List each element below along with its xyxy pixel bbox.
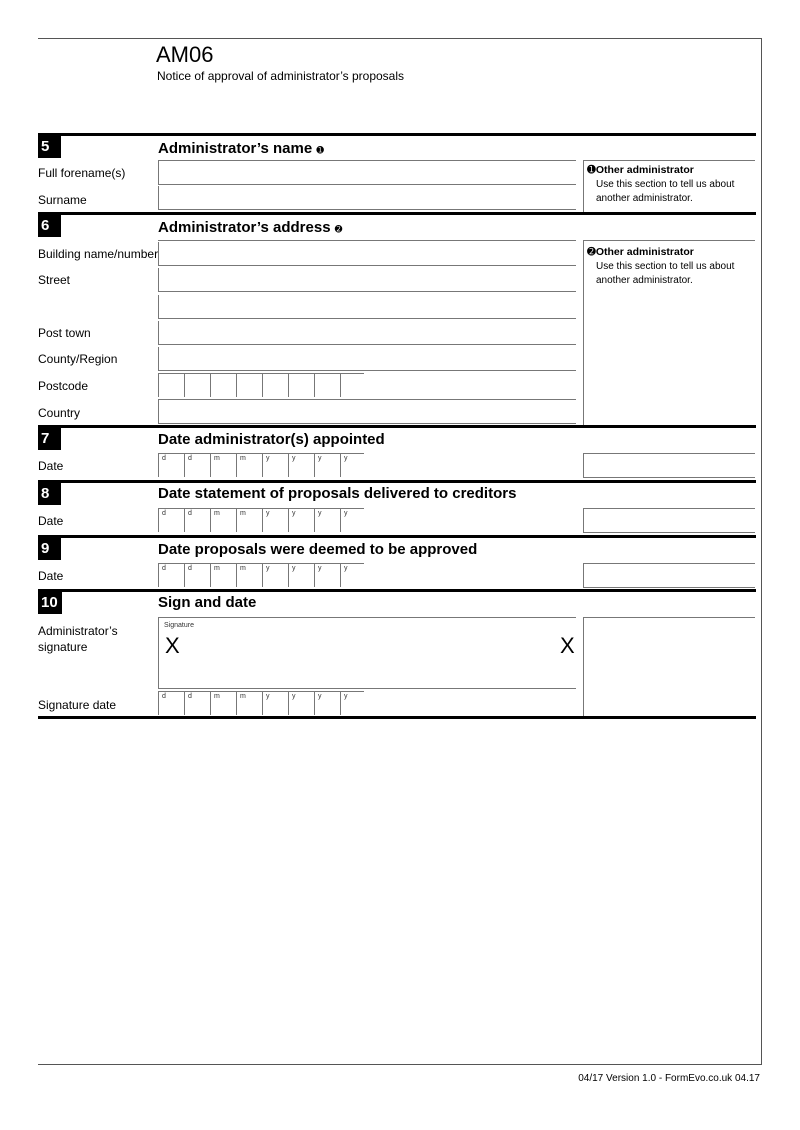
section-10-rule xyxy=(38,589,756,592)
date-digit-box[interactable] xyxy=(210,453,236,477)
section-6-title-text: Administrator’s address xyxy=(158,219,331,236)
street-label: Street xyxy=(38,273,71,287)
date-digit-box[interactable] xyxy=(236,691,262,715)
date-digit-hint: d xyxy=(162,693,166,700)
surname-label: Surname xyxy=(38,193,87,207)
date-digit-hint: d xyxy=(188,510,192,517)
note-1-text-2: another administrator. xyxy=(596,193,693,204)
date-digit-hint: y xyxy=(344,510,348,517)
note-2-text-1: Use this section to tell us about xyxy=(596,261,735,272)
date-digit-hint: m xyxy=(240,455,246,462)
date-digit-hint: y xyxy=(292,510,296,517)
date-digit-box[interactable] xyxy=(158,508,184,532)
date-9-label: Date xyxy=(38,569,64,583)
county-label: County/Region xyxy=(38,352,118,366)
date-digit-hint: y xyxy=(344,455,348,462)
signature-caption: Signature xyxy=(164,622,194,629)
date-digit-hint: d xyxy=(188,455,192,462)
note-1-title: Other administrator xyxy=(595,164,694,176)
section-7-title: Date administrator(s) appointed xyxy=(158,431,385,448)
country-field[interactable] xyxy=(158,400,576,424)
section-9-side-box xyxy=(583,563,755,588)
section-7-rule xyxy=(38,425,756,428)
note-2-text-2: another administrator. xyxy=(596,275,693,286)
note-2-title: Other administrator xyxy=(595,246,694,258)
date-digit-hint: y xyxy=(266,510,270,517)
section-5-title-text: Administrator’s name xyxy=(158,140,313,157)
date-digit-hint: d xyxy=(188,565,192,572)
post-town-label: Post town xyxy=(38,326,91,340)
note-2 xyxy=(587,245,734,288)
postcode-box[interactable] xyxy=(340,373,364,397)
sign-x-left: X xyxy=(165,633,180,658)
post-town-field[interactable] xyxy=(158,321,576,345)
postcode-box[interactable] xyxy=(184,373,210,397)
footer-version: 04/17 Version 1.0 - FormEvo.co.uk 04.17 xyxy=(578,1073,760,1084)
page-bottom-rule xyxy=(38,1064,762,1065)
date-digit-box[interactable] xyxy=(262,453,288,477)
date-digit-hint: m xyxy=(214,455,220,462)
section-5-rule xyxy=(38,133,756,136)
signature-date-label: Signature date xyxy=(38,698,117,712)
postcode-box[interactable] xyxy=(158,373,184,397)
section-10-side-box xyxy=(583,617,755,717)
date-digit-hint: d xyxy=(162,565,166,572)
admin-signature-label xyxy=(38,623,118,655)
date-digit-box[interactable] xyxy=(340,691,364,715)
section-7-number: 7 xyxy=(38,428,61,450)
date-digit-box[interactable] xyxy=(314,691,340,715)
date-digit-box[interactable] xyxy=(236,563,262,587)
date-digit-box[interactable] xyxy=(288,508,314,532)
date-digit-box[interactable] xyxy=(184,691,210,715)
section-5-title xyxy=(158,140,324,157)
date-digit-box[interactable] xyxy=(314,563,340,587)
surname-field[interactable] xyxy=(158,186,576,210)
date-digit-box[interactable] xyxy=(340,563,364,587)
section-8-side-box xyxy=(583,508,755,533)
date-digit-box[interactable] xyxy=(262,508,288,532)
date-digit-box[interactable] xyxy=(314,508,340,532)
date-digit-box[interactable] xyxy=(158,563,184,587)
date-digit-box[interactable] xyxy=(158,691,184,715)
date-digit-hint: y xyxy=(344,565,348,572)
county-field[interactable] xyxy=(158,347,576,371)
section-10-bottom-rule xyxy=(38,716,756,719)
date-digit-hint: y xyxy=(318,693,322,700)
date-digit-box[interactable] xyxy=(236,508,262,532)
section-9-number: 9 xyxy=(38,538,61,560)
section-9-rule xyxy=(38,535,756,538)
note-1-icon: ➊ xyxy=(587,164,596,176)
date-digit-box[interactable] xyxy=(314,453,340,477)
postcode-box[interactable] xyxy=(288,373,314,397)
signature-box[interactable] xyxy=(158,618,576,689)
date-digit-hint: y xyxy=(318,510,322,517)
date-digit-box[interactable] xyxy=(288,563,314,587)
admin-signature-label-1: Administrator’s xyxy=(38,624,118,638)
date-digit-box[interactable] xyxy=(184,563,210,587)
date-digit-hint: m xyxy=(240,565,246,572)
form-title: Notice of approval of administrator’s proposals xyxy=(157,69,405,83)
section-10-title: Sign and date xyxy=(158,594,257,611)
admin-signature-label-2: signature xyxy=(38,640,88,654)
postcode-label: Postcode xyxy=(38,379,89,393)
date-digit-hint: y xyxy=(318,455,322,462)
note-2-marker: ➋ xyxy=(334,224,343,234)
date-digit-hint: y xyxy=(266,455,270,462)
forenames-label: Full forename(s) xyxy=(38,166,126,180)
forenames-field[interactable] xyxy=(158,161,576,185)
date-digit-hint: m xyxy=(214,510,220,517)
date-digit-box[interactable] xyxy=(158,453,184,477)
building-field[interactable] xyxy=(158,242,576,266)
form-code: AM06 xyxy=(156,42,214,67)
section-6-rule xyxy=(38,212,756,215)
page-top-rule xyxy=(38,38,762,39)
date-digit-box[interactable] xyxy=(340,508,364,532)
date-digit-hint: y xyxy=(344,693,348,700)
date-digit-box[interactable] xyxy=(210,563,236,587)
date-8-label: Date xyxy=(38,514,64,528)
postcode-box[interactable] xyxy=(210,373,236,397)
date-digit-box[interactable] xyxy=(184,453,210,477)
section-6-number: 6 xyxy=(38,215,61,237)
section-5-number: 5 xyxy=(38,136,61,158)
sign-x-right: X xyxy=(560,633,575,658)
note-2-icon: ➋ xyxy=(587,246,596,258)
section-6-title xyxy=(158,219,342,236)
section-8-number: 8 xyxy=(38,483,61,505)
date-digit-hint: y xyxy=(292,565,296,572)
date-digit-box[interactable] xyxy=(210,508,236,532)
date-digit-box[interactable] xyxy=(262,691,288,715)
note-1 xyxy=(587,163,734,206)
section-9-title: Date proposals were deemed to be approved xyxy=(158,541,478,558)
postcode-box[interactable] xyxy=(314,373,340,397)
street-field-2[interactable] xyxy=(158,295,576,319)
section-6-top-line xyxy=(158,240,576,241)
section-7-side-box xyxy=(583,453,755,478)
date-digit-box[interactable] xyxy=(288,453,314,477)
date-7-label: Date xyxy=(38,459,64,473)
date-digit-hint: y xyxy=(266,565,270,572)
date-digit-hint: d xyxy=(162,455,166,462)
date-digit-box[interactable] xyxy=(288,691,314,715)
section-8-title: Date statement of proposals delivered to creditors xyxy=(158,485,517,502)
date-digit-hint: m xyxy=(214,565,220,572)
section-10-number: 10 xyxy=(38,592,62,614)
date-digit-box[interactable] xyxy=(262,563,288,587)
date-digit-hint: y xyxy=(266,693,270,700)
date-digit-hint: m xyxy=(240,693,246,700)
date-digit-box[interactable] xyxy=(184,508,210,532)
date-digit-hint: y xyxy=(292,455,296,462)
country-label: Country xyxy=(38,406,81,420)
postcode-box[interactable] xyxy=(262,373,288,397)
postcode-box[interactable] xyxy=(236,373,262,397)
section-8-rule xyxy=(38,480,756,483)
note-1-text-1: Use this section to tell us about xyxy=(596,179,735,190)
date-digit-box[interactable] xyxy=(236,453,262,477)
page-right-rule xyxy=(761,38,762,1064)
date-digit-hint: m xyxy=(240,510,246,517)
note-1-marker: ➊ xyxy=(316,145,324,155)
date-digit-hint: y xyxy=(318,565,322,572)
date-digit-hint: y xyxy=(292,693,296,700)
street-field-1[interactable] xyxy=(158,268,576,292)
date-digit-box[interactable] xyxy=(340,453,364,477)
date-digit-hint: d xyxy=(162,510,166,517)
date-digit-box[interactable] xyxy=(210,691,236,715)
date-digit-hint: m xyxy=(214,693,220,700)
building-label: Building name/number xyxy=(38,247,159,261)
date-digit-hint: d xyxy=(188,693,192,700)
